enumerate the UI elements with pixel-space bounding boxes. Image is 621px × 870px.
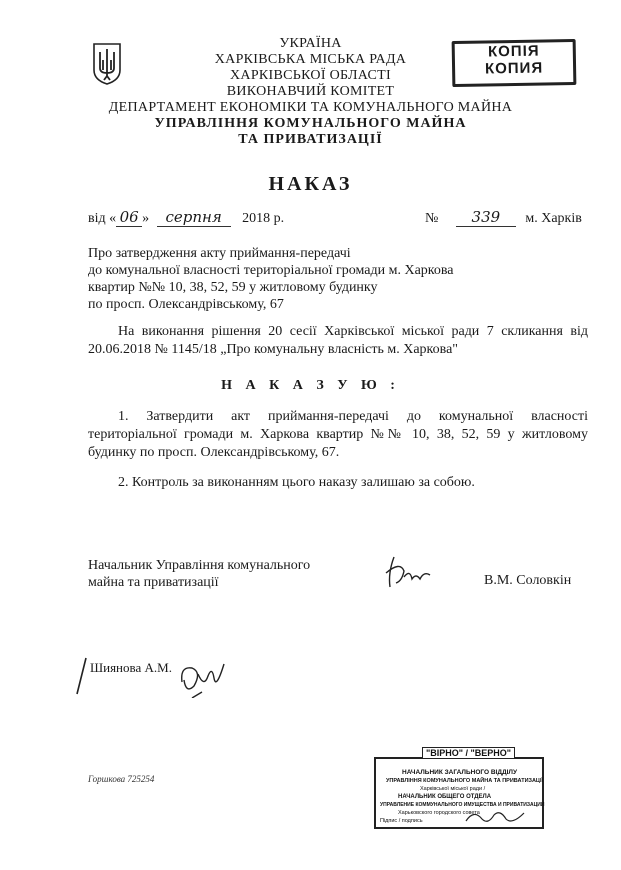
order-number: 339	[456, 208, 516, 227]
verification-stamp-line: НАЧАЛЬНИК ЗАГАЛЬНОГО ВІДДІЛУ	[402, 769, 518, 776]
subject-line: квартир №№ 10, 38, 52, 59 у житловому будинку	[88, 280, 378, 295]
stamp-signature	[460, 807, 530, 827]
position-line2: майна та приватизації	[88, 575, 219, 590]
verification-stamp-line: Харьковского городского совета	[398, 810, 480, 816]
signatory-position	[88, 557, 310, 591]
subject-line: по просп. Олександрівському, 67	[88, 297, 284, 312]
header-office-line2: ТА ПРИВАТИЗАЦІЇ	[238, 132, 383, 147]
header-country: УКРАЇНА	[279, 36, 342, 51]
order-city: м. Харків	[525, 211, 582, 226]
preamble-paragraph: На виконання рішення 20 сесії Харківської міської ради 7 скликання від 20.06.2018 № 1145/18 „Про комунальну власність м. Харкова"	[88, 324, 588, 357]
date-day: 06	[116, 208, 142, 227]
verification-stamp-line: Харківської міської ради /	[420, 786, 486, 792]
subject-line: Про затвердження акту приймання-передачі	[88, 246, 351, 261]
verification-stamp-line: Підпис / подпись	[380, 818, 423, 824]
handwritten-signature	[380, 553, 436, 593]
header-department: ДЕПАРТАМЕНТ ЕКОНОМІКИ ТА КОМУНАЛЬНОГО МАЙНА	[108, 100, 513, 115]
mark-slash	[74, 656, 88, 696]
date-mid: »	[142, 211, 150, 226]
header-committee: ВИКОНАВЧИЙ КОМІТЕТ	[226, 84, 395, 99]
header-office-line1: УПРАВЛІННЯ КОМУНАЛЬНОГО МАЙНА	[154, 116, 467, 131]
header-region: ХАРКІВСЬКОЇ ОБЛАСТІ	[230, 68, 391, 83]
date-month: серпня	[157, 208, 231, 227]
subject-line: до комунальної власності територіальної громади м. Харкова	[88, 263, 454, 278]
executor-signature	[172, 658, 232, 698]
position-line1: Начальник Управління комунального	[88, 558, 311, 573]
date-field	[88, 208, 284, 227]
order-subject	[88, 245, 454, 313]
verification-stamp-line: НАЧАЛЬНИК ОБЩЕГО ОТДЕЛА	[398, 794, 492, 800]
order-item-1: 1. Затвердити акт приймання-передачі до комунальної власності територіальної громади м. Харкова квартир №№ 10, 38, 52, 59 у житловому будинку по просп. Олександрівському, 67.	[88, 409, 588, 460]
order-number-field	[425, 208, 582, 227]
verification-stamp-line: УПРАВЛІННЯ КОМУНАЛЬНОГО МАЙНА ТА ПРИВАТИЗАЦІЇ	[386, 778, 543, 784]
document-title: НАКАЗ	[268, 173, 353, 195]
date-year: 2018 р.	[242, 211, 285, 226]
footer-note: Горшкова 725254	[88, 774, 155, 784]
verification-stamp	[374, 748, 545, 829]
signatory-name: В.М. Соловкін	[484, 573, 572, 588]
order-heading: Н А К А З У Ю :	[221, 378, 400, 393]
date-prefix: від «	[88, 211, 117, 226]
executor-name: Шиянова А.М.	[90, 660, 172, 675]
copy-stamp	[452, 39, 577, 87]
header-council: ХАРКІВСЬКА МІСЬКА РАДА	[214, 52, 407, 67]
copy-stamp-line2: КОПИЯ	[484, 59, 544, 78]
copy-stamp-line1: КОПІЯ	[487, 42, 540, 61]
order-number-label: №	[425, 211, 439, 226]
verification-stamp-line: УПРАВЛЕНИЕ КОММУНАЛЬНОГО ИМУЩЕСТВА И ПРИВАТИЗАЦИИ	[380, 802, 545, 808]
order-item-2: 2. Контроль за виконанням цього наказу залишаю за собою.	[118, 475, 475, 490]
verification-stamp-head: "ВІРНО" / "ВЕРНО"	[422, 747, 515, 759]
